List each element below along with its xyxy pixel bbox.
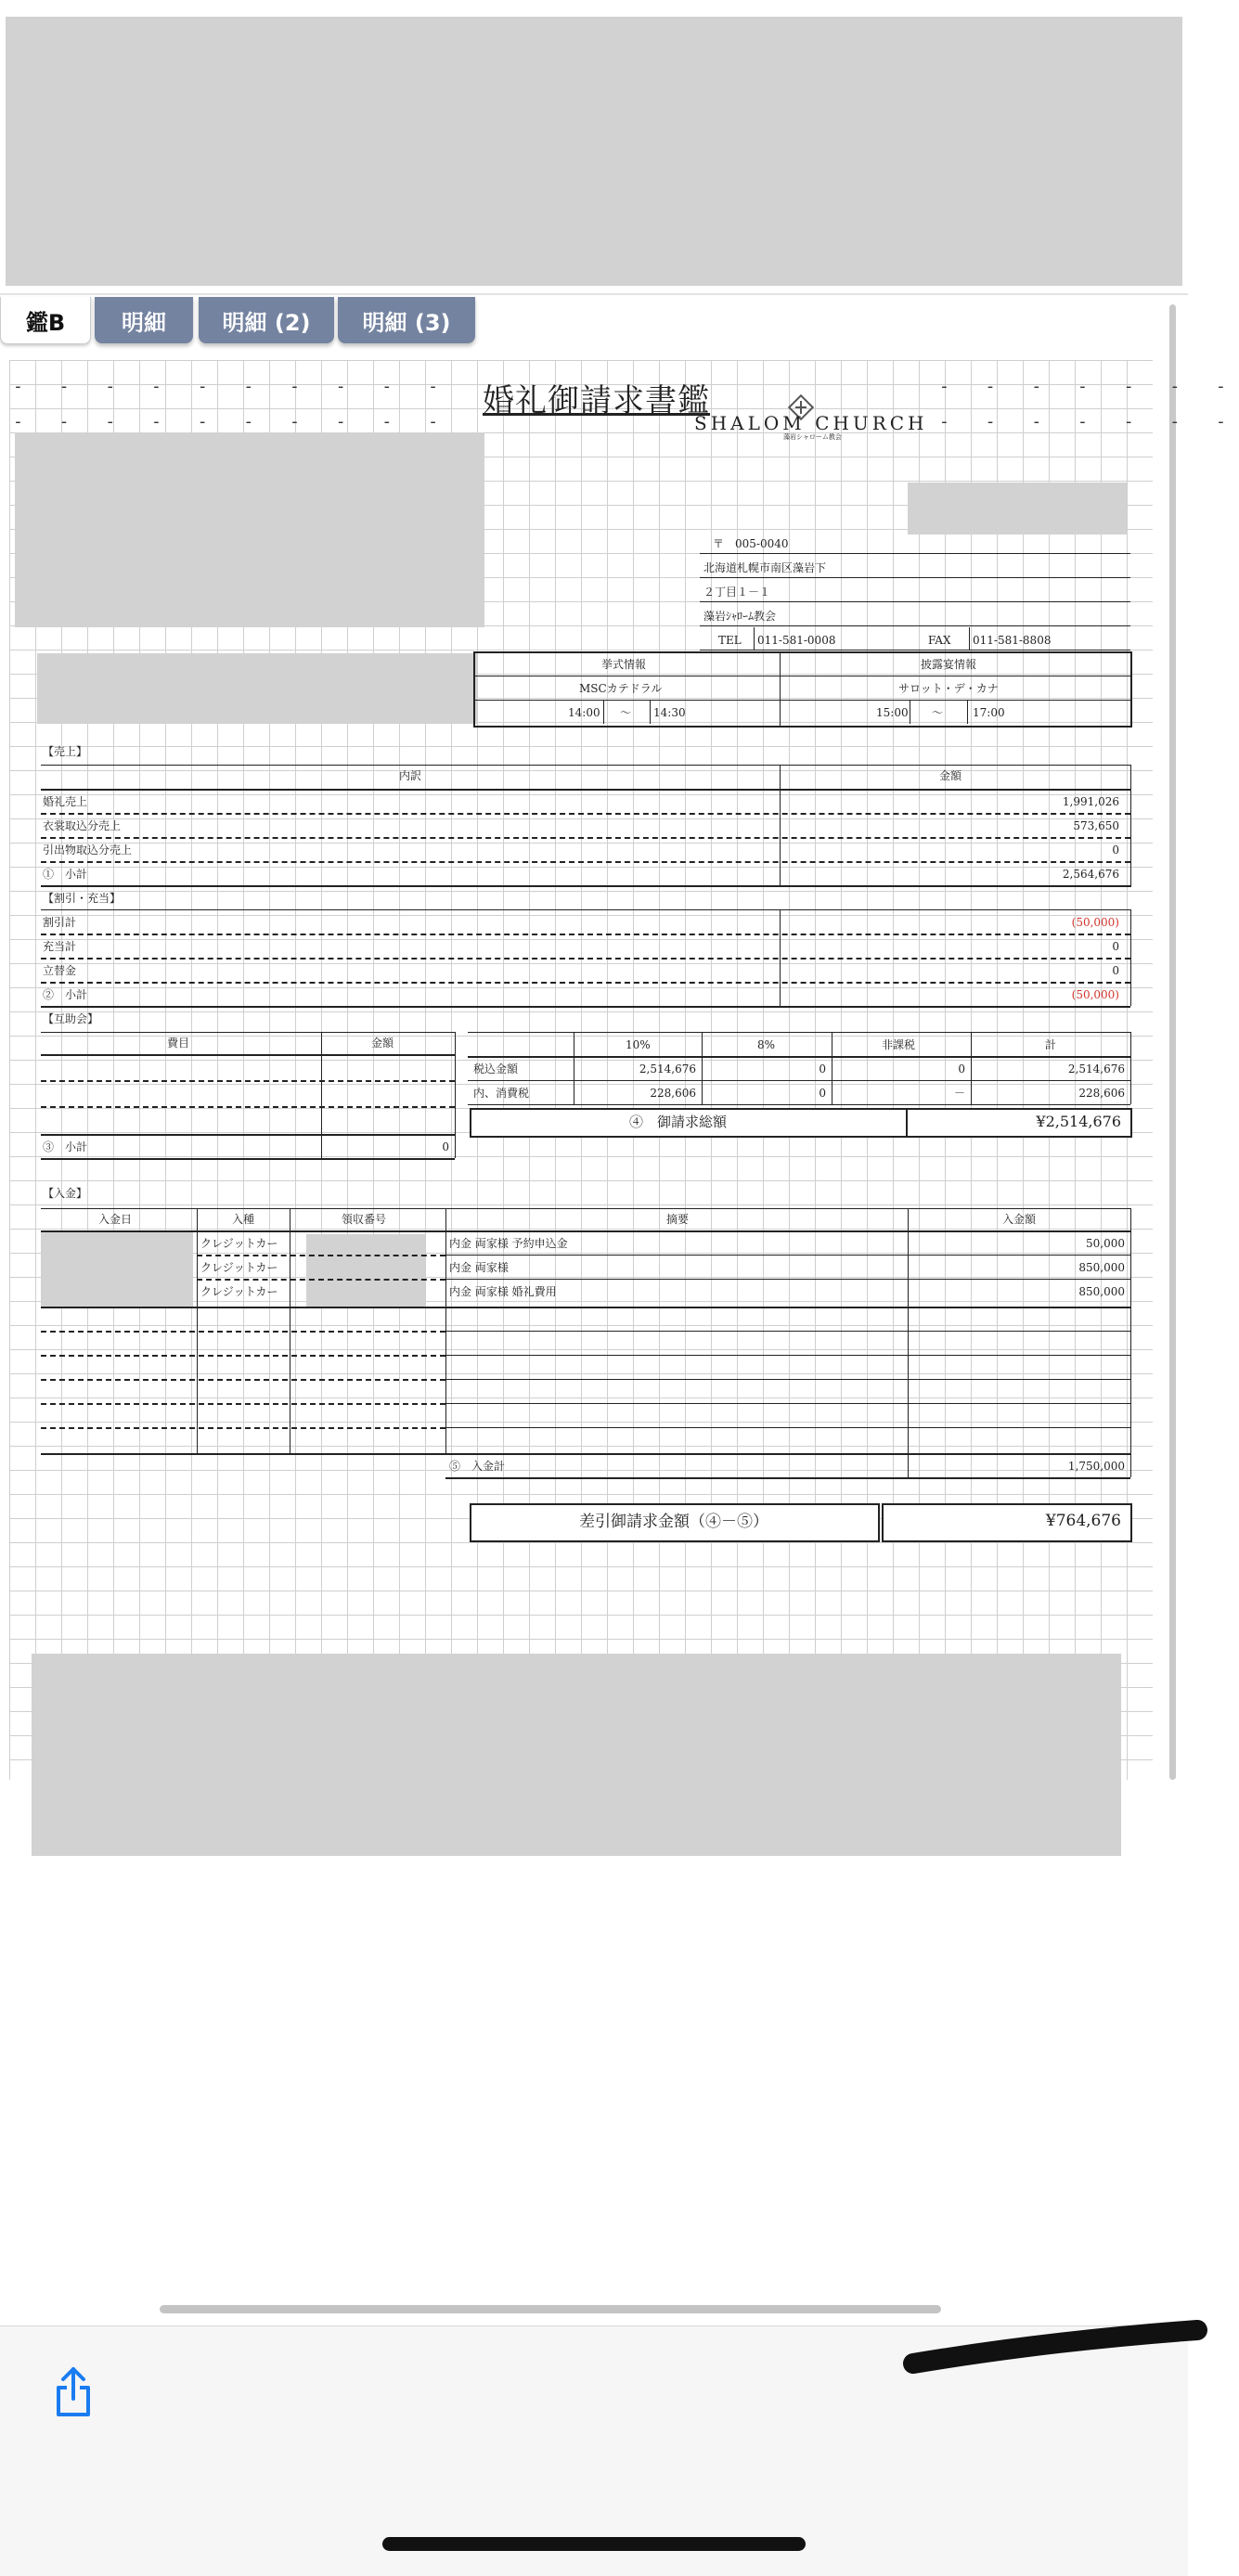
rule <box>700 577 1130 578</box>
dash-row: - - - - - - - <box>939 377 1239 396</box>
sales-col-amount: 金額 <box>939 769 962 782</box>
redacted-names <box>37 653 477 724</box>
document-title: 婚礼御請求書鑑 <box>483 382 710 419</box>
payments-col-type: 入種 <box>232 1213 255 1226</box>
tax-cell: 228,606 <box>650 1087 696 1100</box>
rule <box>1130 909 1131 1006</box>
rule <box>780 765 781 887</box>
rule <box>603 700 604 724</box>
rule <box>967 700 968 724</box>
ceremony-start: 14:00 <box>568 706 600 719</box>
rule <box>197 1279 445 1281</box>
party-subtotal-label: ③ 小計 <box>43 1140 88 1153</box>
reception-start: 15:00 <box>876 706 909 719</box>
rule <box>41 1006 1130 1008</box>
rule <box>908 1208 909 1477</box>
dash-row: - - - - - - - - - - <box>13 377 451 396</box>
rule <box>41 1230 1130 1232</box>
tax-header-10: 10% <box>626 1038 651 1051</box>
rule <box>41 837 1130 839</box>
rule <box>41 1106 455 1108</box>
payments-section-label: 【入金】 <box>43 1187 88 1200</box>
rule <box>41 1134 455 1136</box>
sales-col-item: 内訳 <box>399 769 422 782</box>
rule <box>445 1279 1130 1280</box>
rule <box>41 909 1130 910</box>
rule <box>41 1307 1130 1308</box>
tax-header-total: 計 <box>1045 1038 1057 1051</box>
rule <box>1130 765 1131 887</box>
reception-end: 17:00 <box>973 706 1005 719</box>
ceremony-tilde: ～ <box>620 706 632 719</box>
payment-amount: 850,000 <box>1078 1261 1125 1274</box>
ceremony-venue: MSCカテドラル <box>579 682 663 695</box>
tab-meisai-2[interactable]: 明細 (2) <box>199 297 334 343</box>
redaction-mark <box>891 2326 1188 2382</box>
rule <box>445 1477 1130 1479</box>
discount-row-amount: 0 <box>1112 964 1119 977</box>
rule <box>41 1080 455 1082</box>
fax-number: 011-581-8808 <box>973 634 1052 647</box>
payment-type: クレジットカー <box>200 1261 278 1274</box>
payments-total: 1,750,000 <box>1067 1460 1125 1473</box>
discount-row-label: 立替金 <box>43 964 77 977</box>
discount-row-label: 充当計 <box>43 940 77 953</box>
dash-row: - - - - - - - <box>939 412 1239 431</box>
brand-subtitle: 藻岩シャローム教会 <box>783 433 842 441</box>
rule <box>700 601 1130 602</box>
redacted-header-area <box>6 17 1182 286</box>
balance-amount: ¥764,676 <box>1045 1512 1121 1530</box>
rule <box>780 651 781 726</box>
rule <box>468 1056 1130 1058</box>
invoice-sheet <box>9 360 1239 1780</box>
rule <box>445 1403 1130 1404</box>
rule <box>468 1104 1130 1105</box>
rule <box>445 1255 1130 1256</box>
reception-header: 披露宴情報 <box>921 658 977 671</box>
reception-tilde: ～ <box>932 706 944 719</box>
rule <box>41 958 1130 960</box>
party-col-item: 費目 <box>167 1037 190 1050</box>
fax-label: FAX <box>928 634 951 647</box>
rule <box>650 700 651 724</box>
rule <box>41 1379 445 1381</box>
rule <box>41 861 1130 863</box>
balance-label: 差引御請求金額（④－⑤） <box>579 1513 768 1531</box>
tax-cell: － <box>953 1087 965 1100</box>
rule <box>41 1054 455 1056</box>
rule <box>41 813 1130 815</box>
rule <box>41 934 1130 935</box>
payments-col-date: 入金日 <box>98 1213 133 1226</box>
rule <box>468 1032 1130 1033</box>
sales-row-amount: 0 <box>1112 844 1119 857</box>
party-section-label: 【互助会】 <box>43 1012 99 1025</box>
tax-cell: 0 <box>958 1063 965 1075</box>
tax-cell: 0 <box>819 1063 826 1075</box>
rule <box>700 553 1130 554</box>
rule <box>700 625 1130 626</box>
discount-subtotal-label: ② 小計 <box>43 988 88 1001</box>
tab-meisai[interactable]: 明細 <box>95 297 193 343</box>
rule <box>41 1427 445 1429</box>
discount-row-label: 割引計 <box>43 916 77 929</box>
payment-amount: 50,000 <box>1086 1237 1125 1250</box>
home-indicator[interactable] <box>382 2537 806 2551</box>
rule <box>1130 1032 1131 1104</box>
tax-cell: 2,514,676 <box>1067 1063 1125 1075</box>
rule <box>702 1032 703 1104</box>
tax-row-label: 内、消費税 <box>473 1087 530 1100</box>
total-label: ④ 御請求総額 <box>629 1114 728 1130</box>
tax-header-exempt: 非課税 <box>882 1038 916 1051</box>
rule <box>445 1379 1130 1380</box>
sales-row-label: 婚礼売上 <box>43 795 88 808</box>
horizontal-scrollbar[interactable] <box>160 2305 941 2313</box>
dash-row: - - - - - - - - - - <box>13 412 451 431</box>
rule <box>321 1032 322 1158</box>
sales-row-label: 引出物取込分売上 <box>43 844 133 857</box>
rule <box>41 1453 1130 1455</box>
payment-memo: 内金 両家様 予約申込金 <box>449 1237 568 1250</box>
tel-label: TEL <box>718 634 742 647</box>
sales-subtotal: 2,564,676 <box>1062 868 1119 881</box>
postal-code: 〒 005-0040 <box>713 537 789 550</box>
discount-section-label: 【割引・充当】 <box>43 892 122 905</box>
rule <box>41 1403 445 1405</box>
rule <box>445 1355 1130 1356</box>
rule <box>455 1032 456 1158</box>
sales-subtotal-label: ① 小計 <box>43 868 88 881</box>
rule <box>41 1032 455 1033</box>
rule <box>969 627 970 650</box>
rule <box>41 1158 455 1160</box>
tax-header-8: 8% <box>757 1038 776 1051</box>
share-icon[interactable] <box>54 2367 93 2417</box>
payments-col-receipt: 領収番号 <box>342 1213 387 1226</box>
address-line-2: ２丁目１－１ <box>703 586 771 599</box>
sales-row-label: 衣裳取込分売上 <box>43 819 122 832</box>
payment-amount: 850,000 <box>1078 1285 1125 1298</box>
discount-row-amount: (50,000) <box>1071 916 1119 929</box>
party-subtotal: 0 <box>442 1140 449 1153</box>
tab-kan-b[interactable]: 鑑B <box>0 297 91 344</box>
discount-row-amount: 0 <box>1112 940 1119 953</box>
payment-type: クレジットカー <box>200 1285 278 1298</box>
tax-cell: 0 <box>819 1087 826 1100</box>
party-col-amount: 金額 <box>371 1037 394 1050</box>
rule <box>971 1032 972 1104</box>
redacted-number <box>908 483 1127 535</box>
rule <box>41 765 1130 766</box>
discount-subtotal: (50,000) <box>1071 988 1119 1001</box>
rule <box>445 1331 1130 1332</box>
address-line-3: 藻岩ｼｬﾛｰﾑ教会 <box>703 610 777 623</box>
rule <box>41 1355 445 1357</box>
payments-col-memo: 摘要 <box>666 1213 690 1226</box>
rule <box>473 700 1130 701</box>
brand-name: SHALOM CHURCH <box>694 412 928 434</box>
payments-col-amount: 入金額 <box>1002 1213 1037 1226</box>
vertical-scrollbar[interactable] <box>1169 304 1176 1780</box>
payments-total-label: ⑤ 入金計 <box>449 1460 506 1473</box>
rule <box>445 1427 1130 1428</box>
payment-memo: 内金 両家様 婚礼費用 <box>449 1285 557 1298</box>
reception-venue: サロット・デ・カナ <box>898 682 999 695</box>
total-amount: ¥2,514,676 <box>1036 1113 1121 1130</box>
rule <box>197 1255 445 1256</box>
tel-number: 011-581-0008 <box>757 634 836 647</box>
address-line-1: 北海道札幌市南区藻岩下 <box>703 561 827 574</box>
sales-section-label: 【売上】 <box>43 745 88 758</box>
redacted-customer <box>15 432 484 627</box>
rule <box>41 1208 1130 1209</box>
rule <box>41 982 1130 984</box>
tax-row-label: 税込金額 <box>473 1063 519 1075</box>
rule <box>41 1331 445 1333</box>
sales-row-amount: 573,650 <box>1073 819 1119 832</box>
redacted-dates <box>41 1232 193 1308</box>
redacted-receipt-no <box>306 1234 425 1307</box>
ceremony-header: 挙式情報 <box>601 658 647 671</box>
rule <box>41 789 1130 791</box>
tab-bar-divider <box>0 293 1188 295</box>
tax-cell: 2,514,676 <box>639 1063 696 1075</box>
payment-memo: 内金 両家様 <box>449 1261 509 1274</box>
sales-row-amount: 1,991,026 <box>1062 795 1119 808</box>
rule <box>1130 1208 1131 1477</box>
rule <box>41 885 1130 887</box>
rule <box>754 627 755 650</box>
payment-type: クレジットカー <box>200 1237 278 1250</box>
redacted-footer-area <box>32 1654 1121 1856</box>
rule <box>468 1080 1130 1081</box>
tab-meisai-3[interactable]: 明細 (3) <box>338 297 475 343</box>
tax-cell: 228,606 <box>1078 1087 1125 1100</box>
ceremony-end: 14:30 <box>653 706 686 719</box>
